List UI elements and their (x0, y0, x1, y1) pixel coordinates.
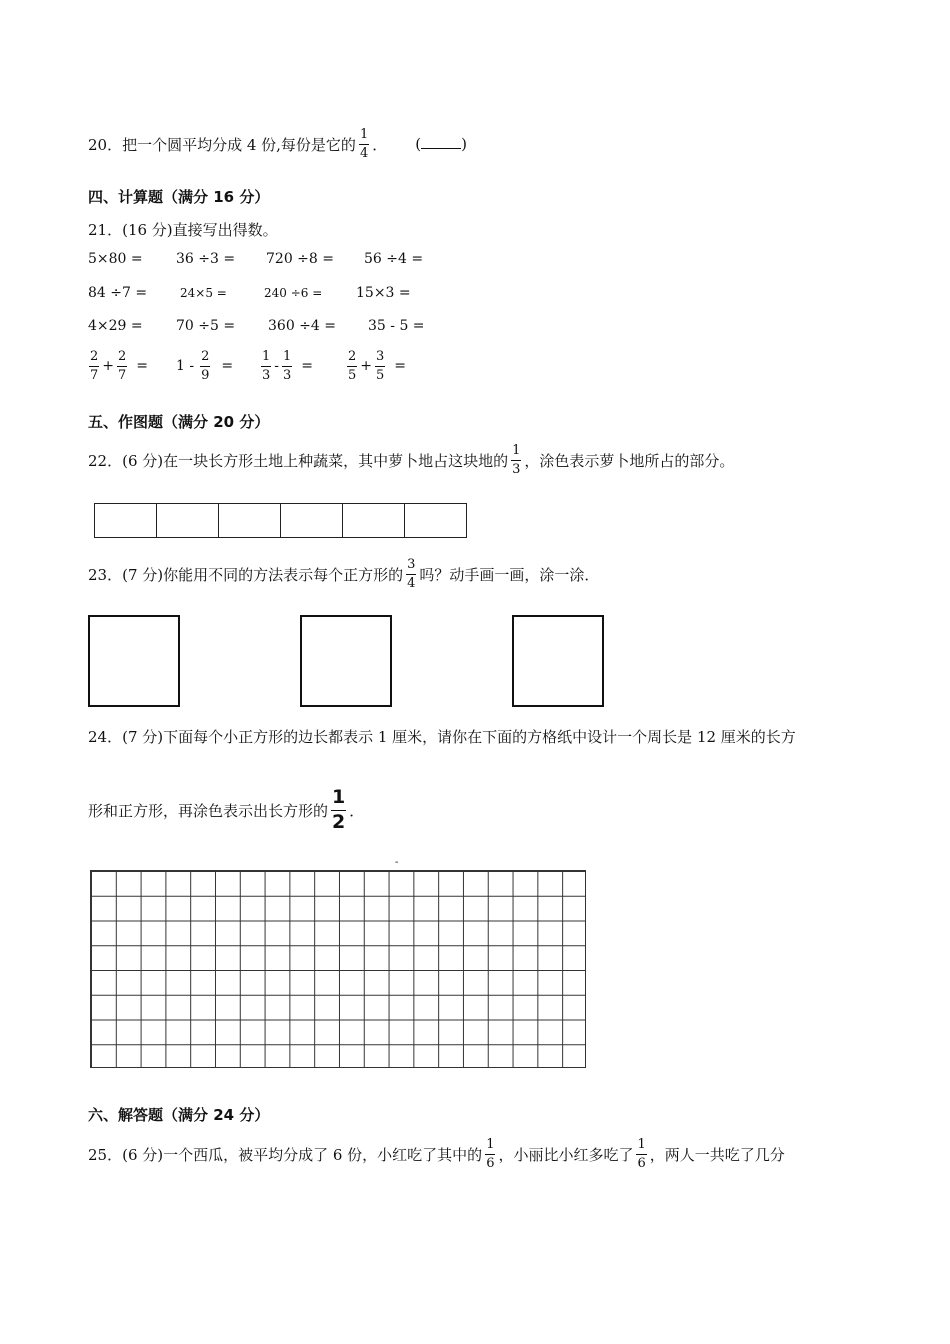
field-cell[interactable] (157, 504, 219, 537)
calc-r3-3: 360 ÷4 = (268, 318, 336, 334)
calc-r2-1: 84 ÷7 = (88, 285, 148, 301)
calc-r3-4: 35 - 5 = (368, 318, 425, 334)
calc-r4-2: 1 - $\frac{2}{9}$ = (176, 349, 234, 383)
calc-r4-1: $\frac{2}{7}$ + $\frac{2}{7}$ = (90, 349, 149, 383)
calc-r2-3: 240 ÷6 = (264, 286, 323, 300)
calc-r2-4: 15×3 = (356, 285, 411, 301)
field-cell[interactable] (405, 504, 466, 537)
question-23: 23．(7 分)你能用不同的方法表示每个正方形的 $\frac{3}{4}$ 吗？动手画一画，涂一涂． (88, 557, 600, 591)
q20-answer-blank[interactable]: ( ) (415, 135, 467, 154)
calc-r1-4: 56 ÷4 = (364, 251, 424, 267)
calc-r4-3: $\frac{1}{3}$ - $\frac{1}{3}$ = (262, 349, 314, 383)
calc-r3-1: 4×29 = (88, 318, 143, 334)
calc-r1-1: 5×80 = (88, 251, 143, 267)
calc-r1-2: 36 ÷3 = (176, 251, 236, 267)
rectangle-field[interactable] (94, 503, 467, 538)
field-cell[interactable] (219, 504, 281, 537)
grid-paper[interactable] (90, 870, 586, 1068)
question-20: 20．把一个圆平均分成 4 份,每份是它的 $\frac{1}{4}$ ． ( ) (88, 127, 467, 161)
q20-fraction: $\frac{1}{4}$ (359, 127, 369, 161)
section-4-title: 四、计算题（满分 16 分） (88, 188, 270, 206)
question-21-title: 21．(16 分)直接写出得数。 (88, 221, 278, 239)
field-cell[interactable] (343, 504, 405, 537)
section-6-title: 六、解答题（满分 24 分） (88, 1106, 270, 1124)
square-1[interactable] (88, 615, 180, 707)
calc-r2-2: 24×5 = (180, 286, 227, 300)
q20-text: 20．把一个圆平均分成 4 份,每份是它的 (88, 135, 356, 154)
field-cell[interactable] (95, 504, 157, 537)
square-2[interactable] (300, 615, 392, 707)
calc-r3-2: 70 ÷5 = (176, 318, 236, 334)
question-25: 25．(6 分)一个西瓜，被平均分成了 6 份，小红吃了其中的 $\frac{1}{6}$ ，小丽比小红多吃了 $\frac{1}{6}$ ，两人一共吃了几分 (88, 1137, 785, 1171)
question-24-line1: 24．(7 分)下面每个小正方形的边长都表示 1 厘米，请你在下面的方格纸中设计一个周长是 12 厘米的长方 (88, 728, 796, 746)
calc-r1-3: 720 ÷8 = (266, 251, 334, 267)
field-cell[interactable] (281, 504, 343, 537)
question-24-line2: 形和正方形，再涂色表示出长方形的 $\frac{1}{2}$ ． (88, 786, 365, 833)
square-3[interactable] (512, 615, 604, 707)
calc-r4-4: $\frac{2}{5}$ + $\frac{3}{5}$ = (348, 349, 407, 383)
section-5-title: 五、作图题（满分 20 分） (88, 413, 270, 431)
grid-mark: - (395, 857, 399, 868)
question-22: 22．(6 分)在一块长方形土地上种蔬菜，其中萝卜地占这块地的 $\frac{1}{3}$ ，涂色表示萝卜地所占的部分。 (88, 443, 735, 477)
